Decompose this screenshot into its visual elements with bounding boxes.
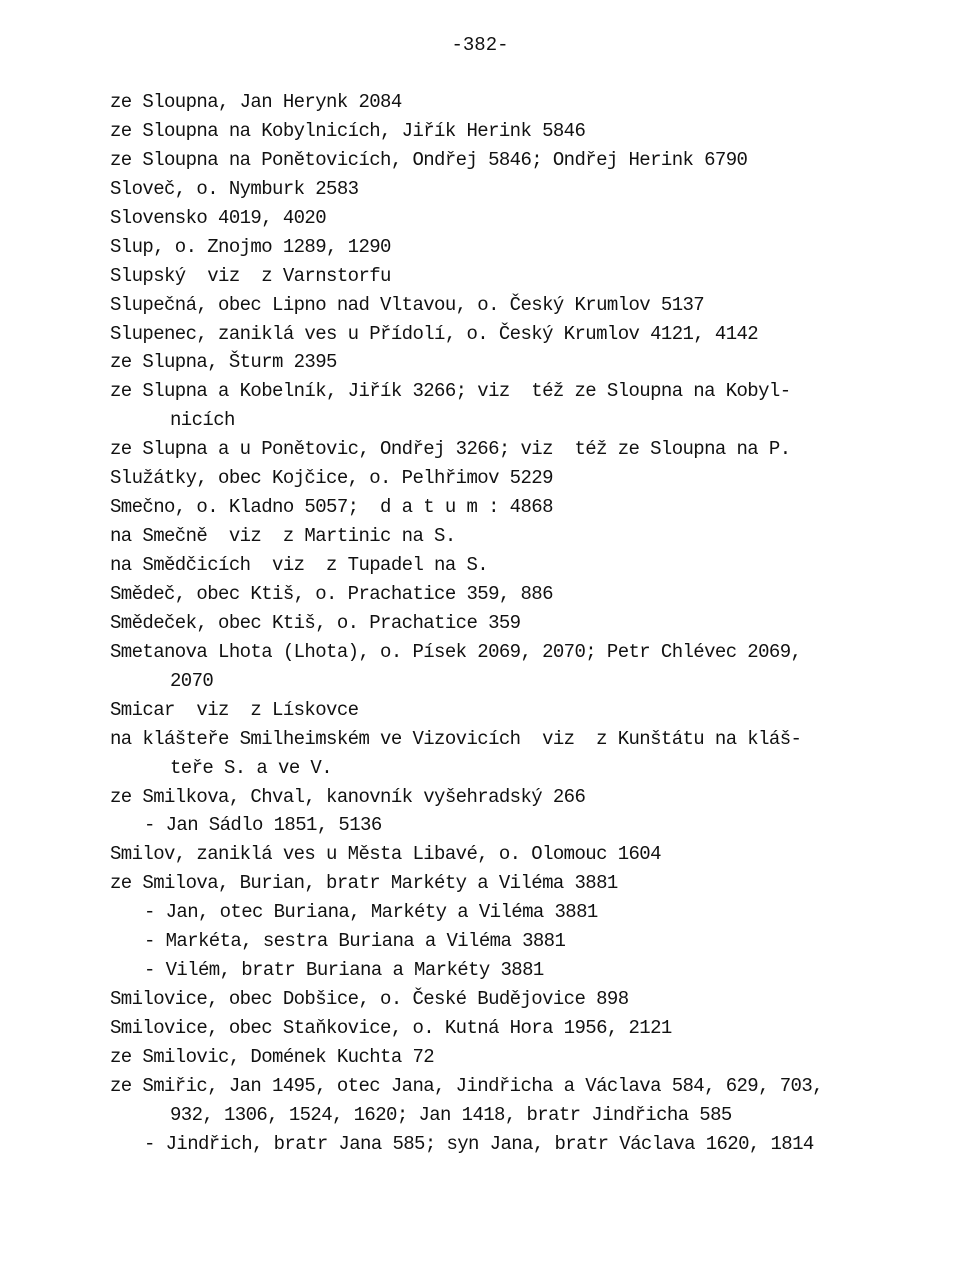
index-subentry: - Jindřich, bratr Jana 585; syn Jana, bratr Václava 1620, 1814 [144,1132,814,1155]
index-entry: ze Smiřic, Jan 1495, otec Jana, Jindřicha a Václava 584, 629, 703, [110,1074,823,1097]
index-entry-continuation: 932, 1306, 1524, 1620; Jan 1418, bratr Jindřicha 585 [170,1103,732,1126]
index-entry: Smetanova Lhota (Lhota), o. Písek 2069, 2070; Petr Chlévec 2069, [110,640,802,663]
index-entry: Smilovice, obec Staňkovice, o. Kutná Hora 1956, 2121 [110,1017,672,1039]
index-entry: Smečno, o. Kladno 5057; d a t u m : 4868 [110,496,553,519]
index-entry: ze Smilkova, Chval, kanovník vyšehradský 266 [110,785,586,808]
index-entry: na Smědčicích viz z Tupadel na S. [110,554,489,576]
index-entry: ze Slupna a u Ponětovic, Ondřej 3266; viz též ze Sloupna na P. [110,438,791,461]
index-entry: ze Smilovic, Domének Kuchta 72 [110,1045,435,1068]
index-entry: Smicar viz z Lískovce [110,698,359,721]
index-entry: Smilovice, obec Dobšice, o. České Budějovice 898 [110,988,629,1011]
index-entry: ze Sloupna, Jan Herynk 2084 [110,91,402,113]
index-entry: ze Sloupna na Kobylnicích, Jiřík Herink 5846 [110,119,586,142]
index-entry: ze Smilova, Burian, bratr Markéty a Viléma 3881 [110,872,618,895]
index-entry: Slup, o. Znojmo 1289, 1290 [110,235,391,258]
index-entry: Smědeček, obec Ktiš, o. Prachatice 359 [110,611,521,634]
index-entry-continuation: nicích [170,409,235,432]
index-entry: Slupečná, obec Lipno nad Vltavou, o. Český Krumlov 5137 [110,293,705,316]
index-entry: Slovensko 4019, 4020 [110,206,327,229]
index-entries [110,88,910,1159]
index-entry: Smilov, zaniklá ves u Města Libavé, o. Olomouc 1604 [110,843,661,866]
index-entry: Služátky, obec Kojčice, o. Pelhřimov 5229 [110,467,553,490]
index-entry: na Smečně viz z Martinic na S. [110,525,456,548]
index-subentry: - Vilém, bratr Buriana a Markéty 3881 [144,959,544,982]
page-number: -382- [451,34,509,56]
index-entry: Smědeč, obec Ktiš, o. Prachatice 359, 886 [110,582,553,605]
index-subentry: - Jan Sádlo 1851, 5136 [144,814,382,837]
index-entry: Slupský viz z Varnstorfu [110,264,391,287]
index-entry: na klášteře Smilheimském ve Vizovicích viz z Kunštátu na kláš- [110,727,802,750]
index-entry-continuation: teře S. a ve V. [170,756,333,779]
index-entry: ze Slupna a Kobelník, Jiřík 3266; viz též ze Sloupna na Kobyl- [110,380,791,403]
index-subentry: - Markéta, sestra Buriana a Viléma 3881 [144,930,566,953]
index-entry: Sloveč, o. Nymburk 2583 [110,177,359,200]
index-entry: ze Sloupna na Ponětovicích, Ondřej 5846; Ondřej Herink 6790 [110,148,748,171]
index-entry: ze Slupna, Šturm 2395 [110,351,337,374]
index-entry: Slupenec, zaniklá ves u Přídolí, o. Český Krumlov 4121, 4142 [110,322,759,345]
index-entry-continuation: 2070 [170,669,214,692]
index-subentry: - Jan, otec Buriana, Markéty a Viléma 3881 [144,901,598,924]
